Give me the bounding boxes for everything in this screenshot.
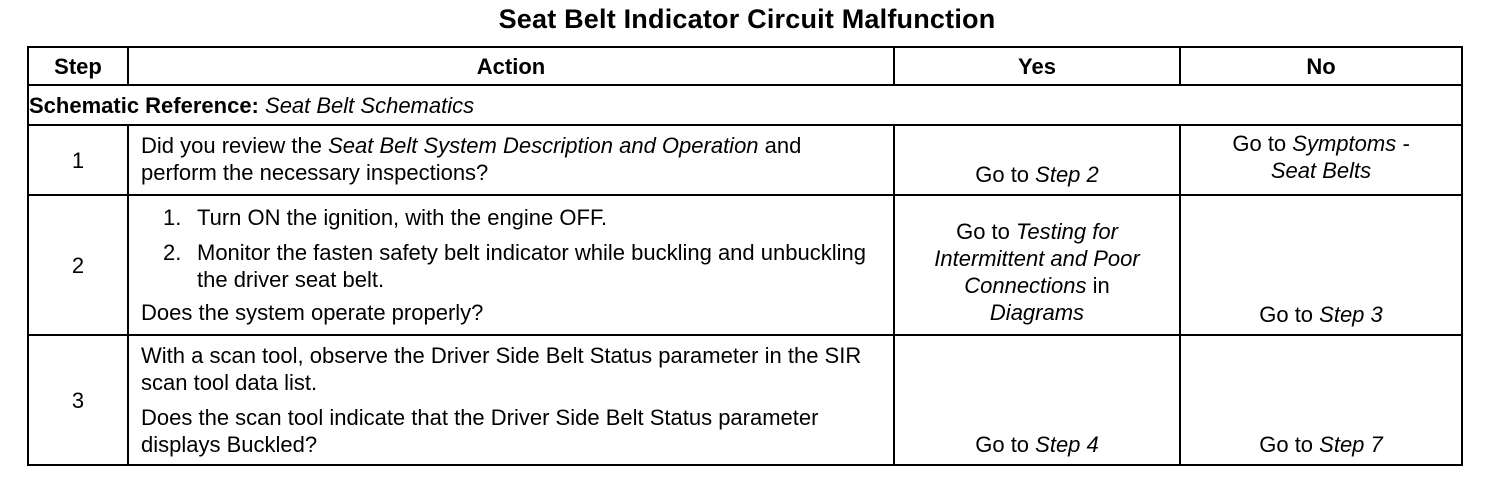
action-text: and perform the necessary inspections? [141,133,802,185]
no-target-link[interactable]: Step 7 [1319,432,1383,457]
schematic-reference-label: Schematic Reference: [29,92,259,118]
header-no: No [1180,47,1462,85]
reference-link[interactable]: Seat Belt System Description and Operation [328,133,759,158]
action-cell [128,125,894,195]
header-action: Action [128,47,894,85]
header-row [28,47,1462,85]
no-prefix: Go to [1232,131,1293,156]
step-number: 1 [28,125,128,195]
action-cell [128,195,894,335]
list-item-text: Turn ON the ignition, with the engine OFF. [197,205,608,230]
no-cell [1180,335,1462,465]
schematic-reference-link[interactable]: Seat Belt Schematics [265,92,475,118]
yes-target-link[interactable]: Step 2 [1035,162,1099,187]
no-prefix: Go to [1259,432,1320,457]
table-row [28,125,1462,195]
no-target-link[interactable]: Seat Belts [1270,158,1372,183]
list-item [141,204,881,231]
yes-cell [894,335,1180,465]
step-number: 2 [28,195,128,335]
header-step: Step [28,47,128,85]
yes-target-link[interactable]: Diagrams [989,300,1085,325]
no-cell [1180,125,1462,195]
yes-prefix: Go to [975,162,1036,187]
schematic-reference-row [28,85,1462,125]
action-text: With a scan tool, observe the Driver Side Belt Status parameter in the SIR scan tool data list. [141,343,862,395]
action-question: Does the scan tool indicate that the Driver Side Belt Status parameter displays Buckled? [141,405,819,457]
no-target-link[interactable]: Step 3 [1319,302,1383,327]
schematic-reference [28,85,1462,125]
action-steps-list [141,204,881,293]
yes-cell [894,195,1180,335]
no-target-link[interactable]: Symptoms - [1292,131,1410,156]
list-item-number: 2. [163,240,182,265]
list-item-text: Monitor the fasten safety belt indicator while buckling and unbuckling the driver seat belt. [197,240,866,292]
yes-target-link[interactable]: Testing for Intermittent and Poor Connections [934,219,1140,298]
page-title: Seat Belt Indicator Circuit Malfunction [498,4,996,34]
list-item-number: 1. [163,205,182,230]
step-number: 3 [28,335,128,465]
table-row [28,335,1462,465]
yes-cell [894,125,1180,195]
list-item [141,239,881,293]
header-yes: Yes [894,47,1180,85]
no-cell [1180,195,1462,335]
action-cell [128,335,894,465]
no-prefix: Go to [1259,302,1320,327]
action-text: Did you review the [141,133,329,158]
action-question: Does the system operate properly? [141,300,484,325]
table-row [28,195,1462,335]
yes-prefix: Go to [975,432,1036,457]
yes-suffix: in [1086,273,1110,298]
yes-prefix: Go to [956,219,1016,244]
diagnostic-table [27,46,1463,466]
yes-target-link[interactable]: Step 4 [1035,432,1099,457]
